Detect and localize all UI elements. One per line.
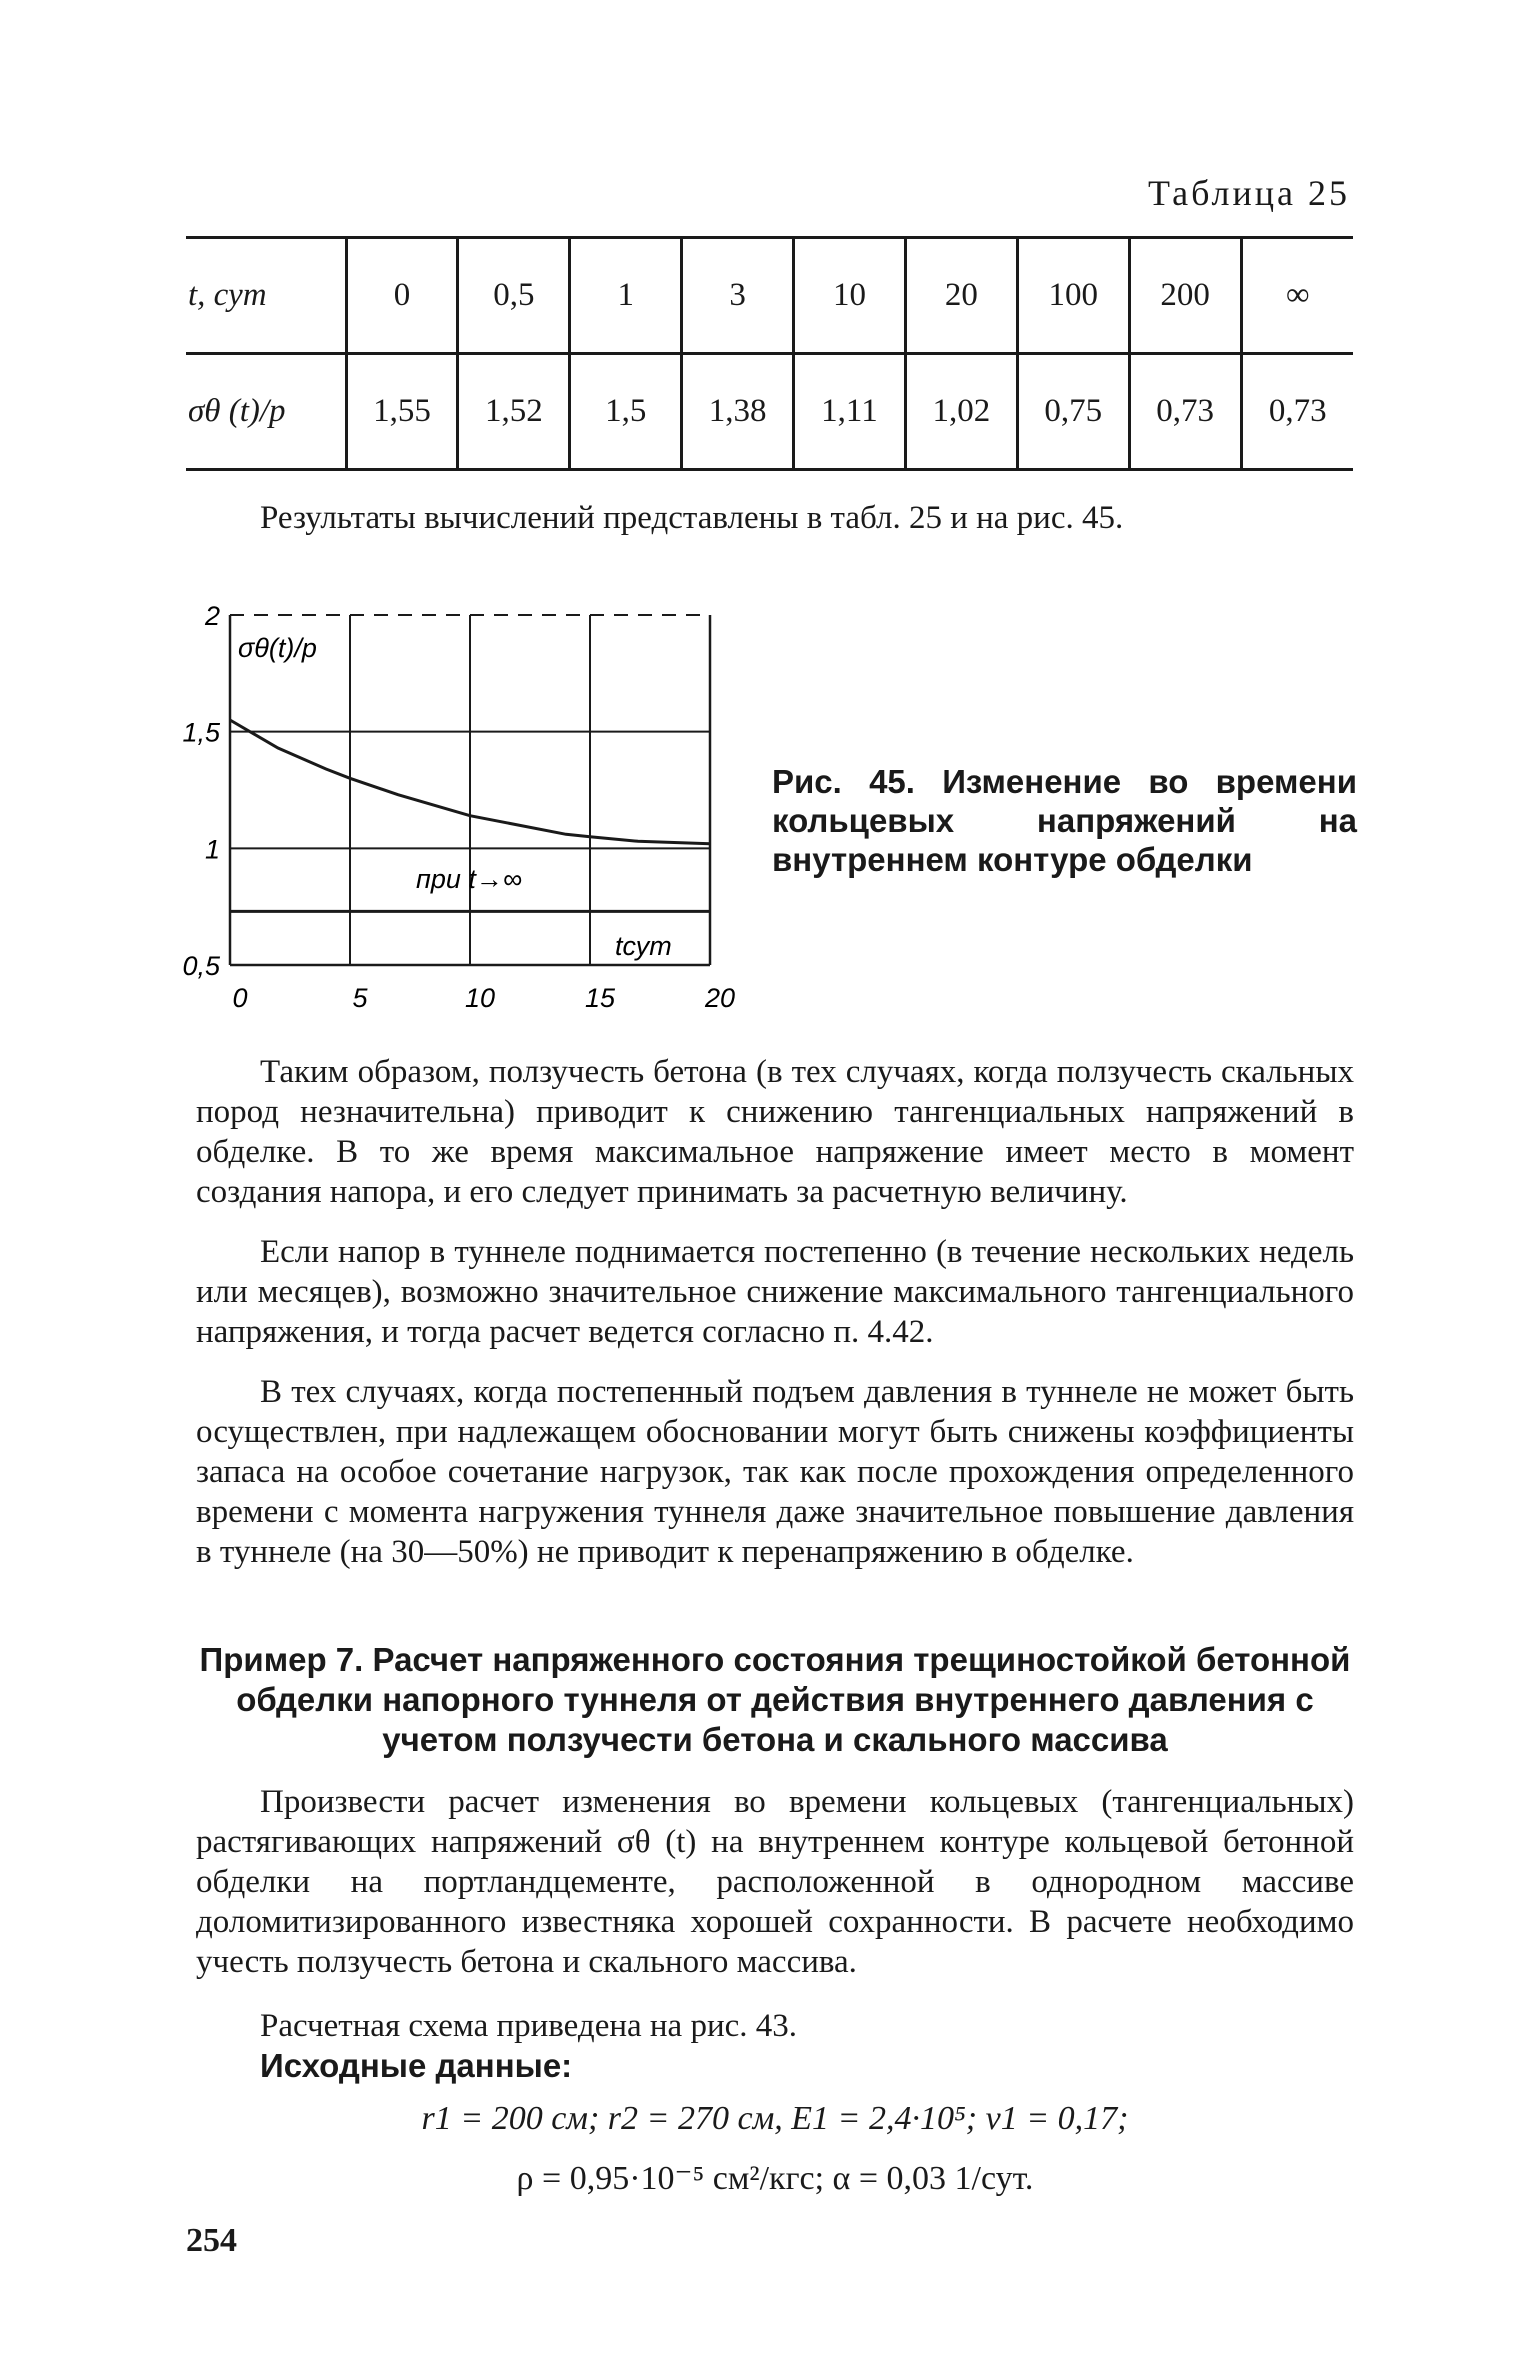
chart-x-axis-label: tсут (615, 931, 672, 961)
paragraph: В тех случаях, когда постепенный подъем давления в туннеле не может быть осуществлен, при надлежащем обосновании могут быть снижены коэффициенты запаса на особое сочетание нагрузок, так как после прохождения определенного времени с момента нагружения туннеля даже значительное повышение давления в туннеле (на 30—50%) не приводит к перенапряжению в обделке. (196, 1374, 1354, 1570)
table-cell: 100 (1017, 238, 1129, 354)
table-row-time (186, 238, 1353, 354)
chart-y-tick-label: 2 (204, 601, 220, 631)
chart-y-ticks (182, 601, 221, 981)
chart-x-ticks (232, 983, 735, 1013)
table-cell: 1,38 (682, 354, 794, 470)
chart-y-tick-label: 0,5 (182, 951, 220, 981)
chart-x-tick-label: 5 (352, 983, 368, 1013)
results-paragraph: Результаты вычислений представлены в табл. 25 и на рис. 45. (260, 500, 1124, 536)
table-cell: 1,52 (458, 354, 570, 470)
chart-x-tick-label: 20 (704, 983, 736, 1013)
paragraph: Произвести расчет изменения во времени кольцевых (тангенциальных) растягивающих напряжений σθ (t) на внутреннем контуре кольцевой бетонной обделки на портландцементе, расположенной в однородном массиве доломитизированного известняка хорошей сохранности. В расчете необходимо учесть ползучесть бетона и скального массива. (196, 1784, 1354, 1980)
table-cell: 10 (794, 238, 906, 354)
row-header-sigma: σθ (t)/p (188, 393, 286, 429)
figure-caption: Рис. 45. Изменение во времени кольцевых напряжений на внутреннем контуре обделки (772, 763, 1357, 878)
table-cell: 1,55 (346, 354, 458, 470)
chart-x-tick-label: 0 (232, 983, 248, 1013)
chart-asymptote-annotation: при t→∞ (416, 864, 523, 894)
formula-line: ρ = 0,95·10⁻⁵ см²/кгс; α = 0,03 1/сут. (516, 2160, 1034, 2197)
table-cell: 0 (346, 238, 458, 354)
table-cell: 20 (905, 238, 1017, 354)
table-cell: 0,5 (458, 238, 570, 354)
table-cell: 1,02 (905, 354, 1017, 470)
table-caption: Таблица 25 (1148, 173, 1350, 213)
paragraph: Таким образом, ползучесть бетона (в тех случаях, когда ползучесть скальных пород незначительна) приводит к снижению тангенциальных напряжений в обделке. В то же время максимальное напряжение имеет место в момент создания напора, и его следует принимать за расчетную величину. (196, 1054, 1354, 1210)
table-cell: 1,5 (570, 354, 682, 470)
table-25 (186, 236, 1353, 471)
chart-y-tick-label: 1,5 (182, 717, 220, 748)
paragraph: Если напор в туннеле поднимается постепенно (в течение нескольких недель или месяцев), возможно значительное снижение максимального тангенциального напряжения, и тогда расчет ведется согласно п. 4.42. (196, 1234, 1354, 1350)
table-cell: 0,73 (1241, 354, 1353, 470)
table-cell: ∞ (1241, 238, 1353, 354)
initial-data-heading: Исходные данные: (260, 2047, 573, 2084)
page-number: 254 (186, 2222, 237, 2259)
chart-y-tick-label: 1 (204, 834, 220, 865)
table-cell: 3 (682, 238, 794, 354)
table-cell: 200 (1129, 238, 1241, 354)
chart-y-axis-label: σθ(t)/p (238, 633, 317, 663)
table-cell: 1,11 (794, 354, 906, 470)
example-title: Пример 7. Расчет напряженного состояния трещиностойкой бетонной обделки напорного туннеля от действия внутреннего давления с учетом ползучести бетона и скального массива (199, 1641, 1351, 1758)
table-cell: 0,75 (1017, 354, 1129, 470)
formula-line: r1 = 200 см; r2 = 270 см, E1 = 2,4·10⁵; ν1 = 0,17; (421, 2100, 1129, 2137)
chart-x-tick-label: 15 (584, 983, 616, 1013)
table-row-sigma (186, 354, 1353, 470)
row-header-time: t, сут (188, 277, 267, 313)
paragraph: Расчетная схема приведена на рис. 43. (260, 2008, 798, 2044)
chart-x-tick-label: 10 (464, 983, 496, 1013)
stress-chart (160, 590, 736, 1030)
table-cell: 0,73 (1129, 354, 1241, 470)
table-cell: 1 (570, 238, 682, 354)
figure-45 (160, 590, 736, 1030)
